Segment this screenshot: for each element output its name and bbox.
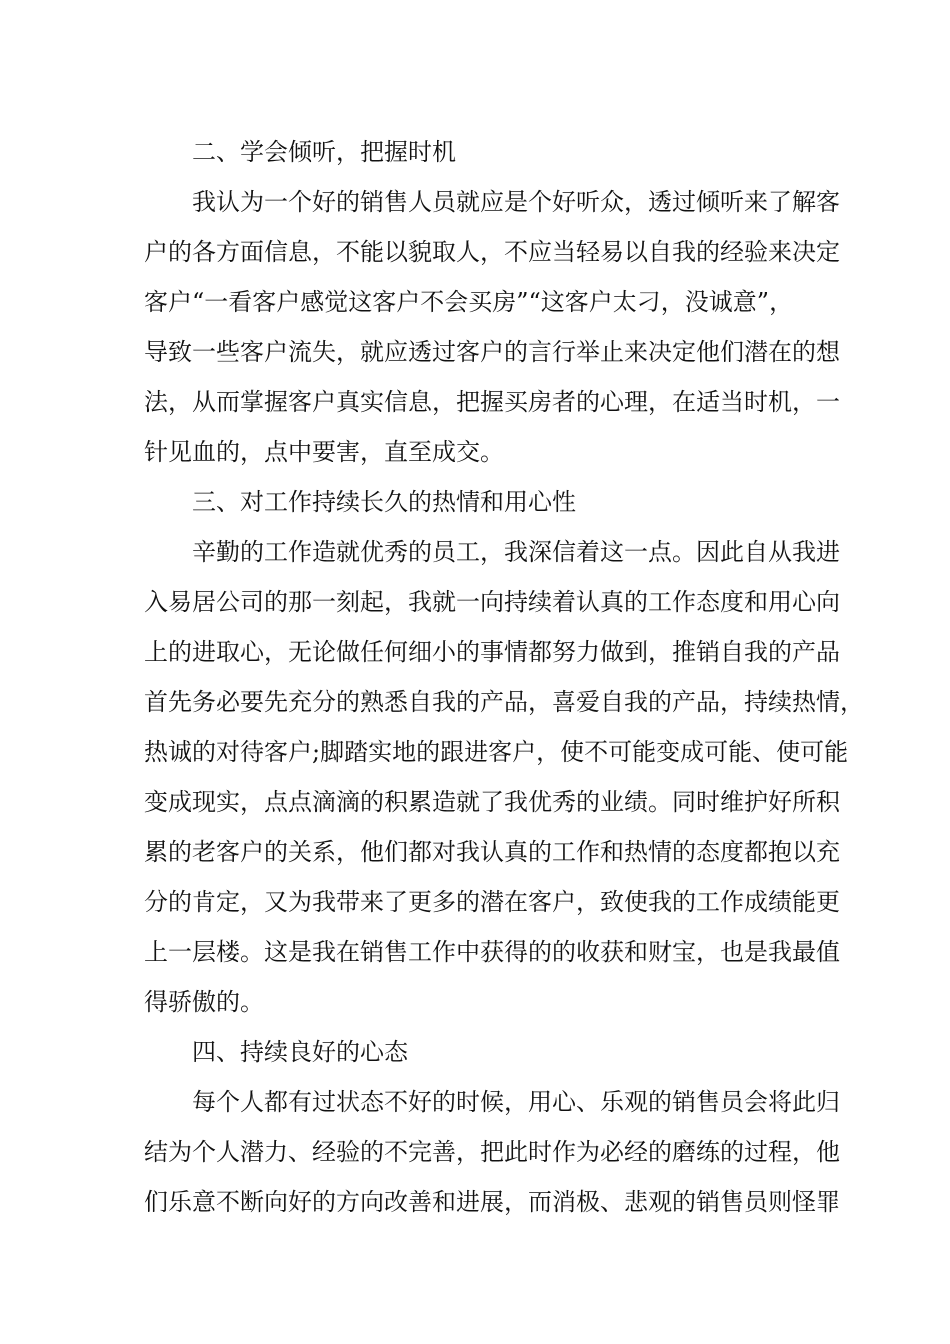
- paragraph-line: 辛勤的工作造就优秀的员工，我深信着这一点。因此自从我进: [192, 538, 840, 566]
- paragraph-line: 得骄傲的。: [144, 988, 264, 1016]
- paragraph-line: 法，从而掌握客户真实信息，把握买房者的心理，在适当时机，一: [144, 388, 840, 416]
- section-heading-3: 三、对工作持续长久的热情和用心性: [192, 488, 576, 516]
- paragraph-line: 户的各方面信息，不能以貌取人，不应当轻易以自我的经验来决定: [144, 238, 840, 266]
- paragraph-line: 热诚的对待客户;脚踏实地的跟进客户，使不可能变成可能、使可能: [144, 738, 849, 766]
- paragraph-line: 变成现实，点点滴滴的积累造就了我优秀的业绩。同时维护好所积: [144, 788, 840, 816]
- section-heading-2: 二、学会倾听，把握时机: [192, 138, 456, 166]
- paragraph-line: 导致一些客户流失，就应透过客户的言行举止来决定他们潜在的想: [144, 338, 840, 366]
- paragraph-line: 上的进取心，无论做任何细小的事情都努力做到，推销自我的产品: [144, 638, 840, 666]
- paragraph-line: 针见血的，点中要害，直至成交。: [144, 438, 504, 466]
- paragraph-line: 首先务必要先充分的熟悉自我的产品，喜爱自我的产品，持续热情，: [144, 688, 864, 716]
- paragraph-line: 上一层楼。这是我在销售工作中获得的的收获和财宝，也是我最值: [144, 938, 840, 966]
- paragraph-line: 我认为一个好的销售人员就应是个好听众，透过倾听来了解客: [192, 188, 840, 216]
- paragraph-line: 入易居公司的那一刻起，我就一向持续着认真的工作态度和用心向: [144, 588, 840, 616]
- paragraph-line: 每个人都有过状态不好的时候，用心、乐观的销售员会将此归: [192, 1088, 840, 1116]
- section-heading-4: 四、持续良好的心态: [192, 1038, 408, 1066]
- paragraph-line: 们乐意不断向好的方向改善和进展，而消极、悲观的销售员则怪罪: [144, 1188, 840, 1216]
- paragraph-line: 累的老客户的关系，他们都对我认真的工作和热情的态度都抱以充: [144, 838, 840, 866]
- paragraph-line: 结为个人潜力、经验的不完善，把此时作为必经的磨练的过程，他: [144, 1138, 840, 1166]
- paragraph-line: 分的肯定，又为我带来了更多的潜在客户，致使我的工作成绩能更: [144, 888, 840, 916]
- paragraph-line: 客户“一看客户感觉这客户不会买房”“这客户太刁，没诚意”，: [144, 288, 794, 316]
